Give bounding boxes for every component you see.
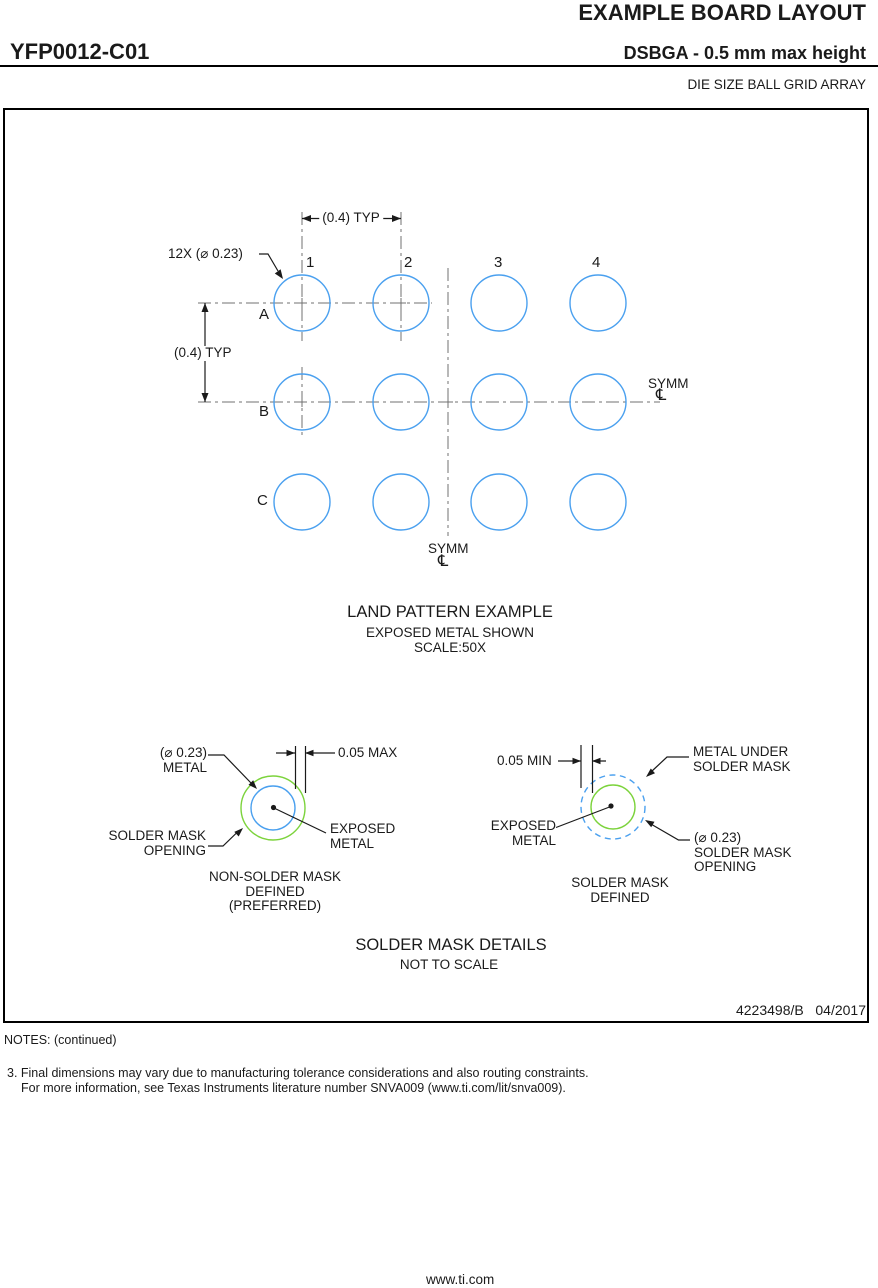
column-label-1: 1 [306,254,315,271]
smd-detail-graphic [556,745,690,840]
nsmd-metal-callout-line1: (⌀ 0.23) [159,745,207,760]
smd-exposed-line1: EXPOSED [490,818,556,833]
note-3-line1: 3. Final dimensions may vary due to manufacturing tolerance considerations and also routing constraints. [7,1066,589,1080]
smd-opening-line1: (⌀ 0.23) [694,830,742,845]
nsmd-metal-callout-line2: METAL [162,759,207,775]
smd-opening-line3: OPENING [694,859,757,874]
solder-mask-details-title: SOLDER MASK DETAILS [355,936,547,954]
nsmd-gap-dimension: 0.05 MAX [338,745,398,760]
pad-a4 [570,275,626,331]
nsmd-caption-line3: (PREFERRED) [228,898,322,913]
pad-c4 [570,474,626,530]
smd-center-dot [608,803,613,808]
smd-metal-under-line2: SOLDER MASK [693,758,791,774]
page-title: EXAMPLE BOARD LAYOUT [578,0,866,25]
nsmd-opening-line1: SOLDER MASK [108,828,206,843]
smd-exposed-line2: METAL [511,832,556,848]
package-family: DIE SIZE BALL GRID ARRAY [687,77,866,92]
notes-heading: NOTES: (continued) [4,1033,117,1047]
nsmd-caption-line1: NON-SOLDER MASK [208,869,342,884]
package-info: DSBGA - 0.5 mm max height [623,43,866,63]
centerlines [198,212,660,536]
footer-website-link[interactable]: www.ti.com [426,1272,495,1287]
nsmd-opening-label [108,829,206,858]
row-label-c: C [257,492,268,509]
centerline-symbol-bottom: ℄ [438,553,449,570]
nsmd-caption-line2: DEFINED [245,883,305,899]
nsmd-detail-graphic [208,746,335,846]
smd-metal-under-line1: METAL UNDER [693,744,789,759]
smd-opening-callout [694,831,792,875]
centerline-symbol-right: ℄ [656,387,667,404]
land-pattern-title: LAND PATTERN EXAMPLE [347,603,553,621]
ball-size-callout: 12X (⌀ 0.23) [168,246,243,261]
smd-caption-line2: DEFINED [590,889,650,905]
nsmd-exposed-line2: METAL [330,835,375,851]
pitch-dimension-horizontal: (0.4) TYP [319,211,383,226]
note-3-line2: For more information, see Texas Instruments literature number SNVA009 (www.ti.com/lit/snva009). [21,1081,566,1095]
symm-label-bottom: SYMM [428,541,469,556]
column-label-3: 3 [494,254,503,271]
nsmd-exposed-line1: EXPOSED [330,821,396,836]
pad-c1 [274,474,330,530]
smd-caption [571,876,669,905]
revision-date: 04/2017 [815,1002,866,1018]
land-pattern-subtitle: EXPOSED METAL SHOWN [365,625,535,640]
row-label-a: A [259,306,270,323]
symm-label-right: SYMM [648,376,689,391]
smd-metal-under-label [693,745,791,774]
row-label-b: B [259,403,270,420]
pad-a3 [471,275,527,331]
smd-caption-line1: SOLDER MASK [571,875,669,890]
pitch-dimension-vertical: (0.4) TYP [174,345,232,360]
smd-exposed-metal-label [491,819,556,848]
column-label-4: 4 [592,254,601,271]
solder-mask-details-subtitle: NOT TO SCALE [399,957,499,972]
nsmd-caption [209,870,341,914]
nsmd-opening-line2: OPENING [143,842,206,858]
column-label-2: 2 [404,254,413,271]
nsmd-metal-callout [160,746,207,775]
nsmd-exposed-metal-label [330,822,395,851]
drawing-number: 4223498/B [735,1002,804,1018]
smd-gap-dimension: 0.05 MIN [497,753,552,768]
pad-c2 [373,474,429,530]
land-pattern-scale: SCALE:50X [413,640,487,655]
part-number: YFP0012-C01 [10,39,150,64]
smd-opening-line2: SOLDER MASK [694,844,792,860]
pad-c3 [471,474,527,530]
nsmd-center-dot [271,805,276,810]
drawing-number-block [736,1003,866,1018]
